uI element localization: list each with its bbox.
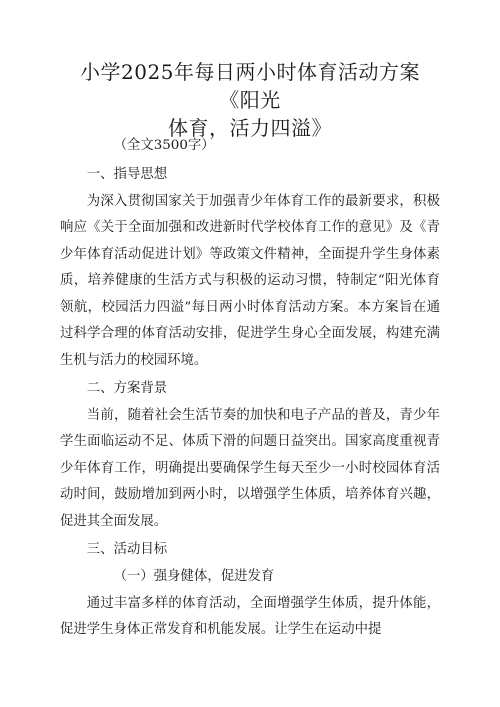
section-heading-goals: 三、活动目标 [86,542,168,558]
title-line-2: 体育，活力四溢》 [168,116,332,140]
section-paragraph-guiding-ideology: 为深入贯彻国家关于加强青少年体育工作的最新要求，积极响应《关于全面加强和改进新时代学校体育工作的意见》及《青少年体育活动促进计划》等政策文件精神，全面提升学生身体素质，培养健康的生活方式与积极的运动习惯，特制定“阳光体育领航，校园活力四溢”每日两小时体育活动方案。本方案旨在通过科学合理的体育活动安排，促进学生身心全面发展，构建充满生机与活力的校园环境。 [60,193,440,368]
section-heading-background: 二、方案背景 [86,381,168,397]
section-paragraph-background: 当前，随着社会生活节奏的加快和电子产品的普及，青少年学生面临运动不足、体质下滑的问题日益突出。国家高度重视青少年体育工作，明确提出要确保学生每天至少一小时校园体育活动时间，鼓励增加到两小时，以增强学生体质，培养体育兴趣，促进其全面发展。 [60,407,440,529]
document-title [60,58,440,142]
section-paragraph-goals: 通过丰富多样的体育活动，全面增强学生体质，提升体能，促进学生身体正常发育和机能发展。让学生在运动中提 [60,595,440,638]
document-body [60,133,440,644]
word-count: （全文3500字） [113,138,215,153]
section-heading-guiding-ideology: 一、指导思想 [86,166,168,182]
subsection-heading-fitness: （一）强身健体，促进发育 [113,569,275,585]
title-line-1: 小学2025年每日两小时体育活动方案《阳光 [80,60,420,112]
